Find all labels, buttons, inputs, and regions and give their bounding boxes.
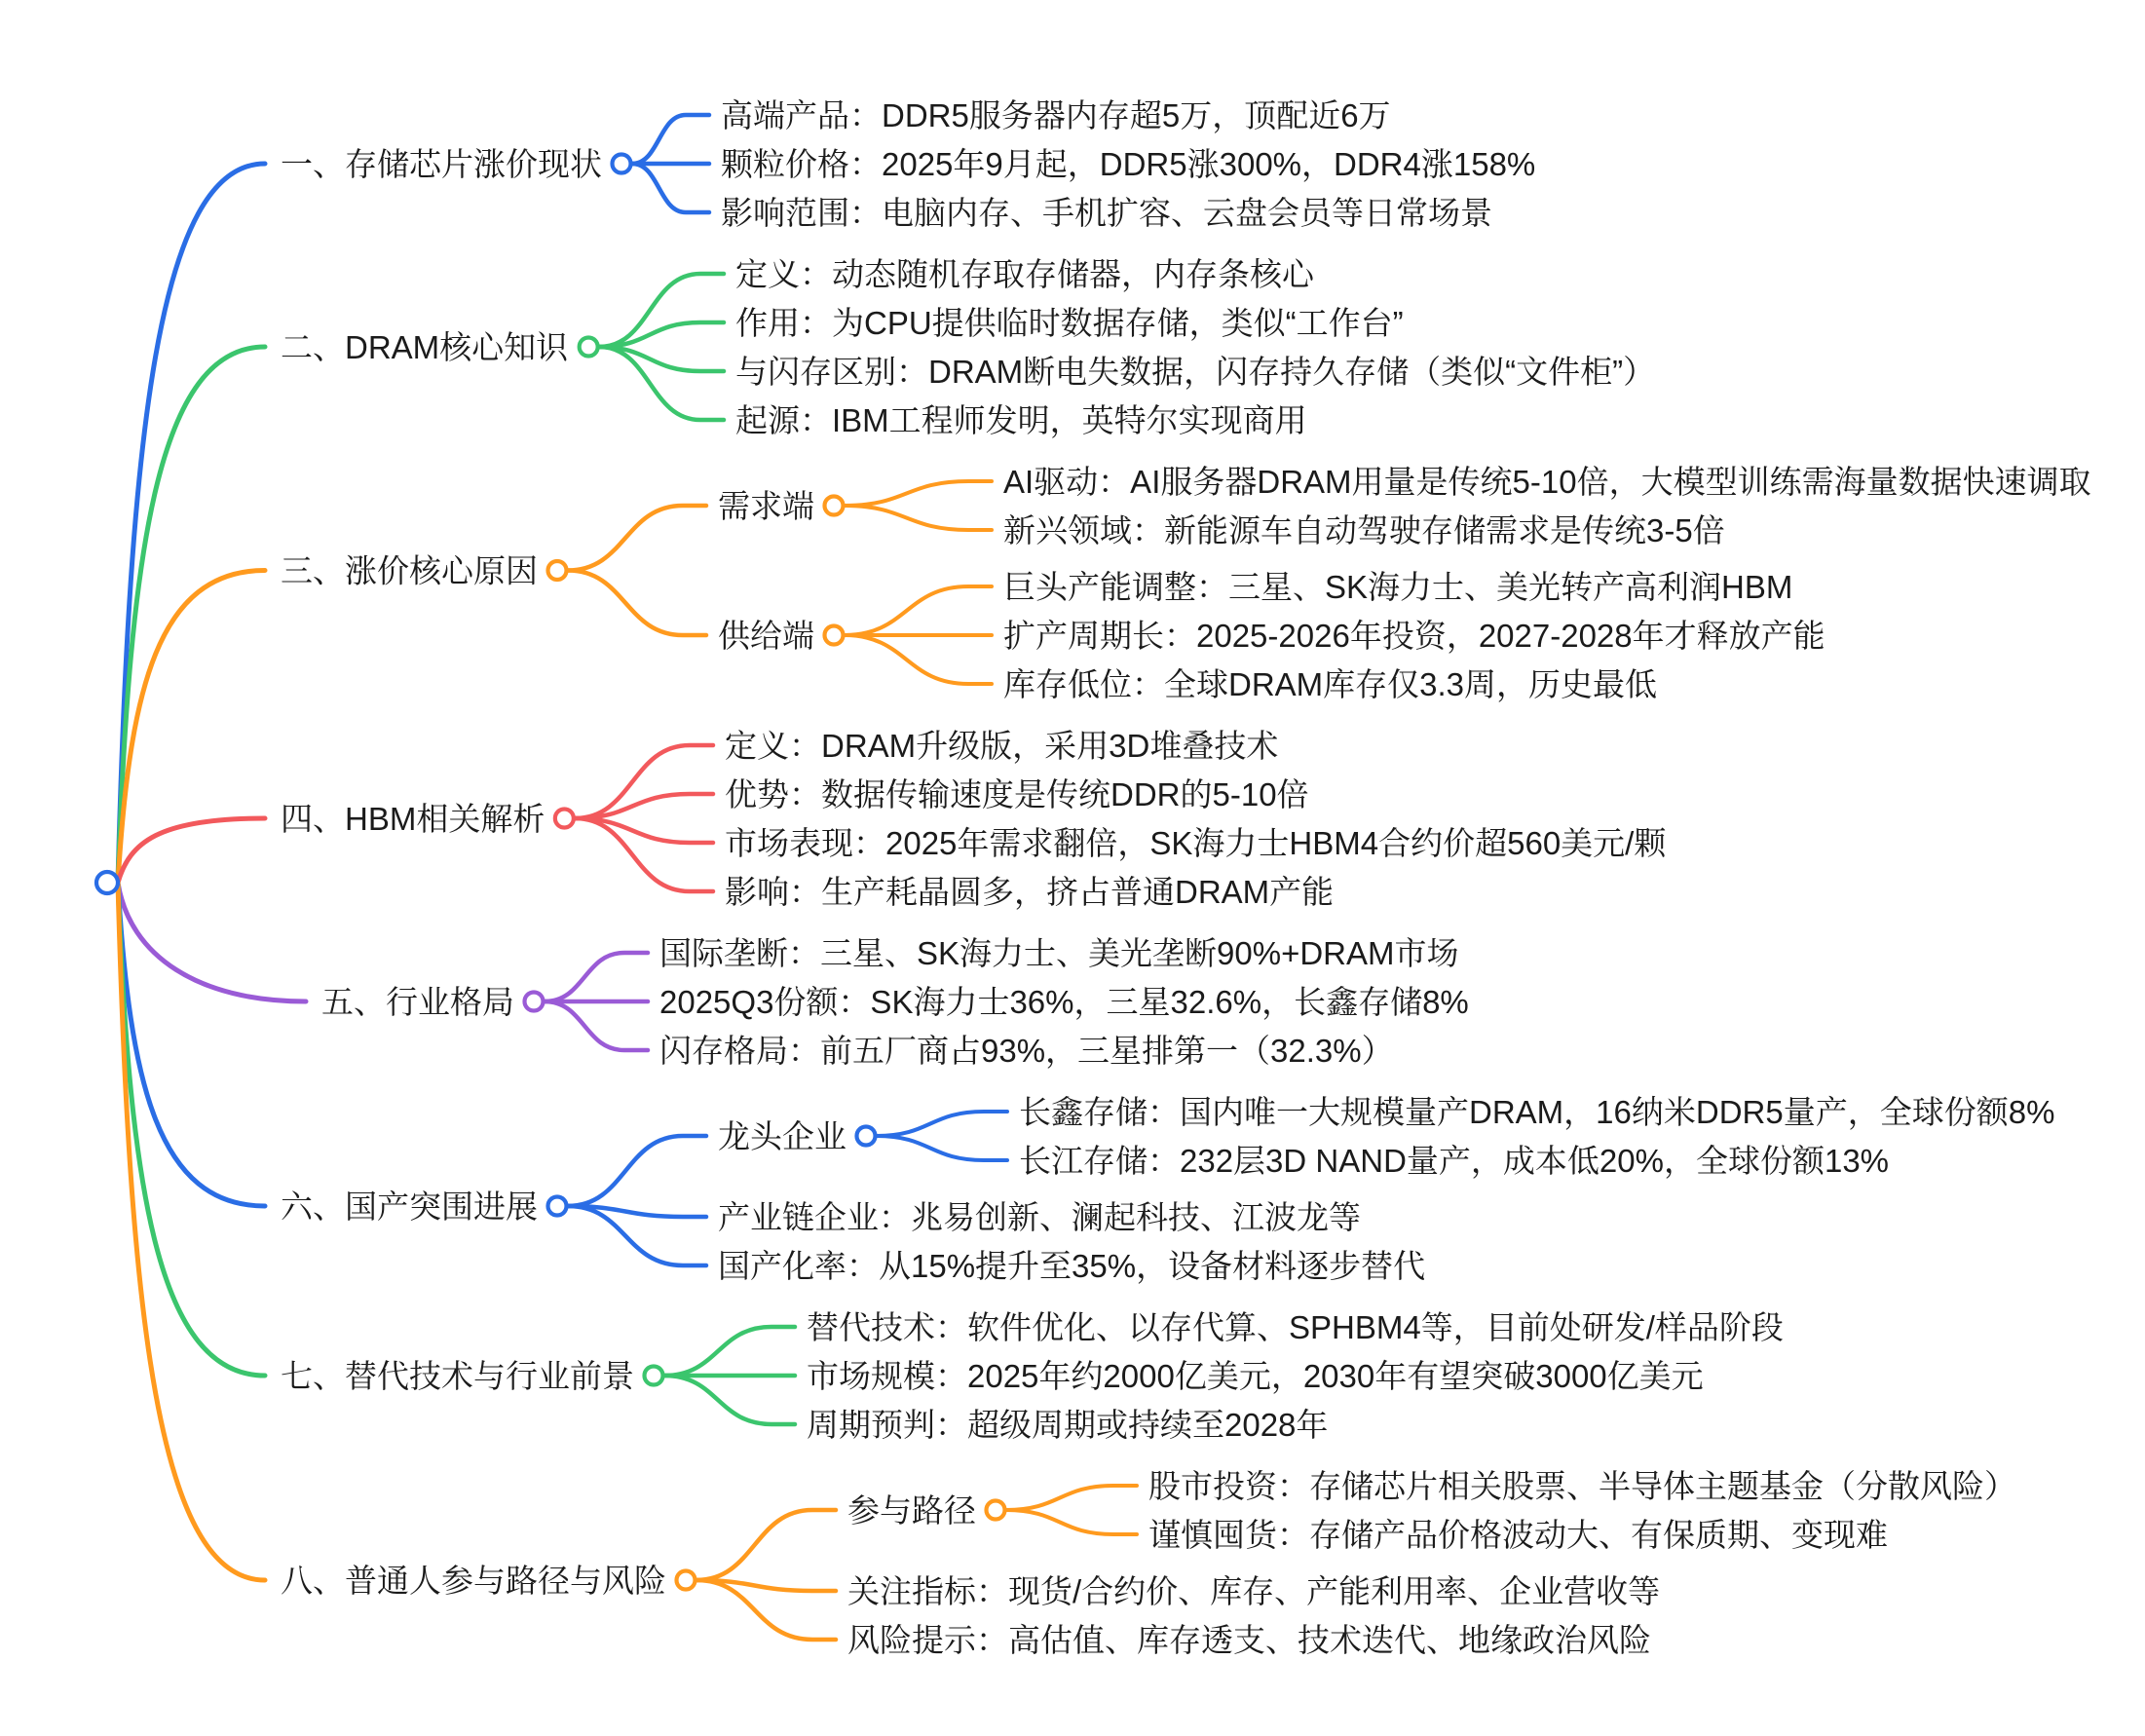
leaf-label[interactable]: 高端产品：DDR5服务器内存超5万，顶配近6万 [721, 97, 1391, 133]
branch-title[interactable]: 一、存储芯片涨价现状 [281, 146, 602, 182]
edge-curve [1006, 1510, 1137, 1534]
labels-layer [281, 97, 2091, 1658]
edge-curve [545, 953, 648, 1001]
branch-node-circle[interactable] [548, 1197, 567, 1216]
edge-curve [599, 347, 724, 420]
leaf-label[interactable]: 关注指标：现货/合约价、库存、产能利用率、企业营收等 [847, 1573, 1661, 1609]
edge-curve [664, 1376, 795, 1424]
leaf-label[interactable]: 优势：数据传输速度是传统DDR的5-10倍 [725, 776, 1309, 812]
edge-curve [118, 164, 265, 883]
leaf-label[interactable]: 周期预判：超级周期或持续至2028年 [807, 1407, 1329, 1443]
leaf-label[interactable]: AI驱动：AI服务器DRAM用量是传统5-10倍，大模型训练需海量数据快速调取 [1003, 464, 2091, 500]
branch-node-circle[interactable] [555, 810, 574, 828]
subtopic-title[interactable]: 参与路径 [847, 1492, 976, 1528]
leaf-label[interactable]: 影响范围：电脑内存、手机扩容、云盘会员等日常场景 [721, 195, 1492, 231]
branch-node-circle[interactable] [613, 155, 631, 173]
leaf-label[interactable]: 国际垄断：三星、SK海力士、美光垄断90%+DRAM市场 [659, 935, 1459, 971]
leaf-label[interactable]: 扩产周期长：2025-2026年投资，2027-2028年才释放产能 [1003, 618, 1825, 654]
edge-curve [568, 506, 706, 571]
branch-node-circle[interactable] [525, 993, 544, 1011]
leaf-label[interactable]: 替代技术：软件优化、以存代算、SPHBM4等，目前处研发/样品阶段 [807, 1309, 1784, 1345]
edge-curve [575, 745, 713, 818]
leaf-label[interactable]: 长江存储：232层3D NAND量产，成本低20%，全球份额13% [1019, 1143, 1890, 1179]
leaf-label[interactable]: 风险提示：高估值、库存透支、技术迭代、地缘政治风险 [847, 1622, 1651, 1658]
subtopic-node-circle[interactable] [825, 497, 844, 515]
leaf-label[interactable]: 2025Q3份额：SK海力士36%，三星32.6%，长鑫存储8% [659, 984, 1469, 1020]
branch-node-circle[interactable] [580, 338, 598, 357]
leaf-label[interactable]: 产业链企业：兆易创新、澜起科技、江波龙等 [718, 1199, 1361, 1235]
leaf-label[interactable]: 作用：为CPU提供临时数据存储，类似“工作台” [735, 305, 1404, 341]
branch-node-circle[interactable] [677, 1571, 696, 1590]
edge-curve [877, 1112, 1007, 1136]
edge-curve [568, 1136, 706, 1206]
leaf-label[interactable]: 市场规模：2025年约2000亿美元，2030年有望突破3000亿美元 [807, 1358, 1704, 1394]
branch-node-circle[interactable] [645, 1367, 663, 1385]
edge-curve [664, 1327, 795, 1376]
subtopic-title[interactable]: 供给端 [718, 618, 814, 654]
leaf-label[interactable]: 股市投资：存储芯片相关股票、半导体主题基金（分散风险） [1148, 1468, 2016, 1504]
branch-title[interactable]: 四、HBM相关解析 [281, 801, 546, 837]
leaf-label[interactable]: 定义：DRAM升级版，采用3D堆叠技术 [725, 728, 1279, 764]
edge-curve [118, 818, 265, 883]
leaf-label[interactable]: 市场表现：2025年需求翻倍，SK海力士HBM4合约价超560美元/颗 [725, 825, 1667, 861]
edge-curve [845, 586, 992, 635]
edge-curve [1006, 1486, 1137, 1510]
branch-title[interactable]: 八、普通人参与路径与风险 [281, 1563, 666, 1599]
subtopic-title[interactable]: 需求端 [718, 488, 814, 524]
subtopic-title[interactable]: 龙头企业 [718, 1118, 847, 1154]
leaf-label[interactable]: 国产化率：从15%提升至35%，设备材料逐步替代 [718, 1248, 1426, 1284]
leaf-label[interactable]: 颗粒价格：2025年9月起，DDR5涨300%，DDR4涨158% [721, 146, 1536, 182]
leaf-label[interactable]: 库存低位：全球DRAM库存仅3.3周，历史最低 [1003, 666, 1658, 702]
edge-curve [118, 347, 265, 883]
leaf-label[interactable]: 谨慎囤货：存储产品价格波动大、有保质期、变现难 [1148, 1517, 1888, 1553]
branch-title[interactable]: 七、替代技术与行业前景 [281, 1358, 634, 1394]
leaf-label[interactable]: 影响：生产耗晶圆多，挤占普通DRAM产能 [725, 874, 1335, 910]
edge-curve [568, 571, 706, 636]
edge-curve [599, 274, 724, 347]
leaf-label[interactable]: 与闪存区别：DRAM断电失数据，闪存持久存储（类似“文件柜”） [735, 354, 1656, 390]
leaf-label[interactable]: 新兴领域：新能源车自动驾驶存储需求是传统3-5倍 [1003, 512, 1725, 548]
edge-curve [845, 481, 992, 506]
leaf-label[interactable]: 闪存格局：前五厂商占93%，三星排第一（32.3%） [659, 1033, 1394, 1069]
edge-curve [845, 635, 992, 684]
edge-curve [545, 1001, 648, 1050]
edge-curve [118, 571, 265, 884]
edge-curve [632, 115, 709, 164]
branch-title[interactable]: 六、国产突围进展 [281, 1189, 538, 1225]
branch-title[interactable]: 五、行业格局 [321, 984, 514, 1020]
edge-curve [696, 1510, 836, 1580]
root-node-circle[interactable] [96, 872, 118, 893]
edge-curve [118, 883, 265, 1580]
branch-title[interactable]: 二、DRAM核心知识 [281, 329, 569, 365]
edge-curve [118, 883, 306, 1001]
edge-curve [575, 818, 713, 891]
subtopic-node-circle[interactable] [857, 1127, 876, 1146]
leaf-label[interactable]: 起源：IBM工程师发明，英特尔实现商用 [735, 402, 1307, 438]
branch-title[interactable]: 三、涨价核心原因 [281, 552, 538, 589]
edge-curve [632, 164, 709, 212]
leaf-label[interactable]: 长鑫存储：国内唯一大规模量产DRAM，16纳米DDR5量产，全球份额8% [1019, 1094, 2055, 1130]
edge-curve [845, 506, 992, 530]
edge-curve [877, 1136, 1007, 1160]
branch-node-circle[interactable] [548, 561, 567, 580]
subtopic-node-circle[interactable] [987, 1501, 1005, 1520]
leaf-label[interactable]: 巨头产能调整：三星、SK海力士、美光转产高利润HBM [1003, 569, 1793, 605]
leaf-label[interactable]: 定义：动态随机存取存储器，内存条核心 [735, 256, 1314, 292]
subtopic-node-circle[interactable] [825, 626, 844, 645]
